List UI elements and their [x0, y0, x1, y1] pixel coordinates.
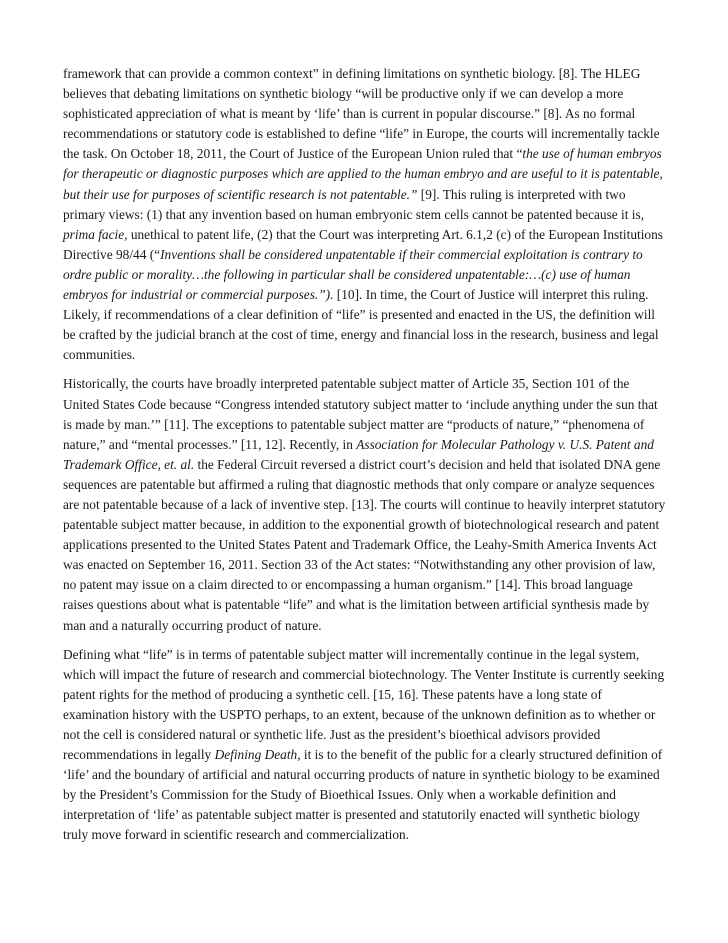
italic-quote-ruling: the use of human embryos for therapeutic or diagnostic purposes which are applied to the human embryo and are useful to it is patentable, but their use for purposes of scientific research is not patentable.” [63, 146, 663, 202]
text-run: it is to the benefit of the public for a clearly structured definition of ‘life’ and the boundary of artificial and natural occurring products of nature in synthetic biology to be examined by the President’s Commission for the Study of Bioethical Issues. Only when a workable definition and interpretation of ‘life’ as patentable subject matter is presented and statutorily enacted will synthetic biology truly move forward in scientific research and commercialization. [63, 747, 663, 843]
italic-case-name: Association for Molecular Pathology v. U.S. Patent and Trademark Office, et. al. [63, 436, 654, 472]
paragraph-court-of-justice [63, 64, 666, 365]
text-run: unethical to patent life, (2) that the Court was interpreting Art. 6.1,2 (c) of the European Institutions Directive 98/44 (“ [63, 226, 663, 262]
italic-defining-death: Defining Death, [214, 747, 301, 763]
paragraph-defining-life [63, 645, 666, 846]
italic-directive-quote: Inventions shall be considered unpatentable if their commercial exploitation is contrary to ordre public or morality…the following in particular shall be considered unpatentable:…(c) use of human embryos for industrial or commercial purposes.”). [63, 246, 643, 303]
text-run: Defining what “life” is in terms of patentable subject matter will incrementally continue in the legal system, which will impact the future of research and commercial biotechnology. The Venter Institute is currently seeking patent rights for the method of producing a synthetic cell. [15, 16]. These patents have a long state of examination history with the USPTO perhaps, to an extent, because of the unknown definition as to whether or not the cell is considered natural or synthetic life. Just as the president’s bioethical advisors provided recommendations in legally [63, 646, 665, 763]
text-run: the Federal Circuit reversed a district court’s decision and held that isolated DNA gene sequences are patentable but affirmed a ruling that diagnostic methods that only compare or analyze sequences are not patentable because of a lack of inventive step. [13]. The courts will continue to heavily interpret statutory patentable subject matter because, in addition to the exponential growth of biotechnological research and patent applications presented to the United States Patent and Trademark Office, the Leahy-Smith America Invents Act was enacted on September 16, 2011. Section 33 of the Act states: “Notwithstanding any other provision of law, no patent may issue on a claim directed to or encompassing a human organism.” [14]. This broad language raises questions about what is patentable “life” and what is the limitation between artificial synthesis made by man and a naturally occurring product of nature. [63, 456, 666, 633]
text-run: [9]. This ruling is interpreted with two primary views: (1) that any invention based on human embryonic stem cells cannot be patented because it is, [63, 186, 645, 222]
text-run: [10]. In time, the Court of Justice will interpret this ruling. Likely, if recommendations of a clear definition of “life” is presented and enacted in the US, the definition will be crafted by the judicial branch at the cost of time, energy and financial loss in the research, business and legal communities. [63, 287, 659, 363]
paragraph-us-patent-law [63, 374, 666, 635]
text-run: framework that can provide a common context” in defining limitations on synthetic biology. [8]. The HLEG believes that debating limitations on synthetic biology “will be productive only if we can develop a more sophisticated appreciation of what is meant by ‘life’ than is current in popular discourse.” [8]. As no formal recommendations or statutory code is established to define “life” in Europe, the courts will incrementally tackle the task. On October 18, 2011, the Court of Justice of the European Union ruled that “ [63, 66, 660, 162]
text-run: Historically, the courts have broadly interpreted patentable subject matter of Article 35, Section 101 of the United States Code because “Congress intended statutory subject matter to ‘include anything under the sun that is made by man.’” [11]. The exceptions to patentable subject matter are “products of nature,” “phenomena of nature,” and “mental processes.” [11, 12]. Recently, in [63, 376, 658, 452]
italic-prima-facie: prima facie, [63, 226, 128, 242]
